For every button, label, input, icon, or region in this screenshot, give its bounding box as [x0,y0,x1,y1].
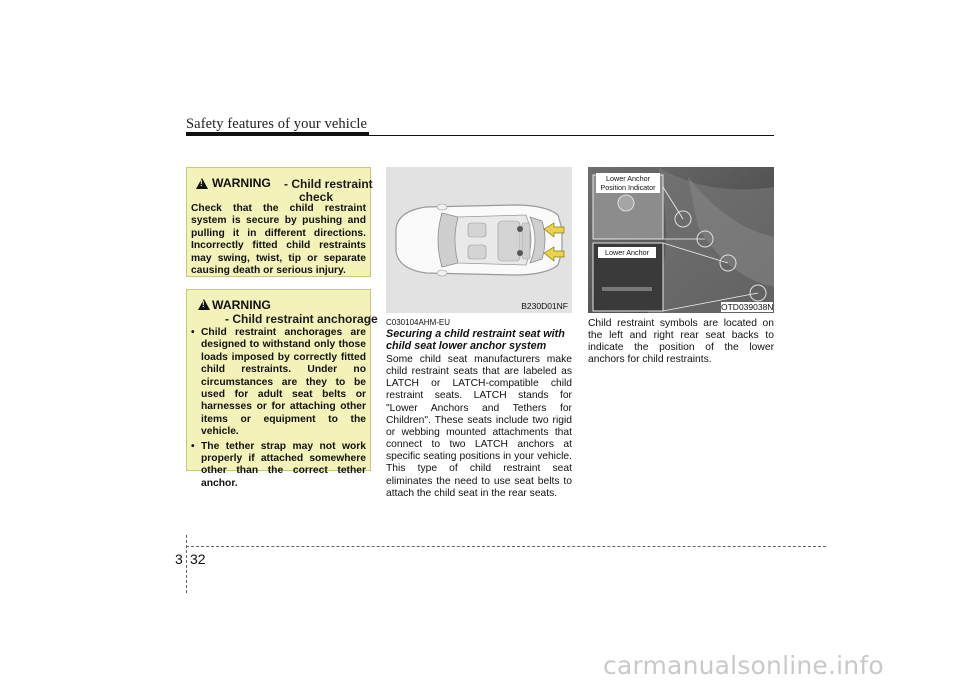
header-rule [186,135,774,136]
figure-code: OTD039038N [721,302,774,312]
warning-title: WARNING [212,176,271,190]
figure-code: B230D01NF [521,301,568,311]
warning-list-item: • The tether strap may not work properly if attached somewhere other than the correct tether anchor. [190,441,366,491]
footer-vertical-dash [186,535,187,593]
section-body: Some child seat manufacturers make child restraint seats that are labeled as LATCH or LATCH-compatible child restraint seats. LATCH stands for "Lower Anchors and Tethers for Children". These seats include two rigid or webbing mounted attachments that connect to two LATCH anchors at specific seating positions in your vehicle. This type of child restraint seat eliminates the need to use seat belts to attach the child seat in the rear seats. [386,354,572,499]
section-heading: Securing a child restraint seat with child seat lower anchor system [386,328,565,352]
car-top-view-figure [386,167,572,313]
label-lower-anchor-indicator: Lower Anchor Position Indicator [596,173,660,193]
right-column-text: Child restraint symbols are located on the left and right rear seat backs to indicate the position of the lower anchors for child restraints. [588,318,774,366]
chapter-number: 3 [175,551,183,567]
warning-triangle-icon [198,299,210,310]
warning-triangle-icon [196,178,208,189]
watermark-text: carmanualsonline.info [603,651,884,680]
page-number: 32 [190,551,206,567]
section-code: C030104AHM-EU [386,318,451,327]
rear-seat-photo-figure [588,167,774,313]
label-lower-anchor: Lower Anchor [598,247,656,258]
warning-subtitle-line2: check [299,190,334,204]
warning-body: Check that the child restraint system is secure by pushing and pulling it in different directions. Incorrectly fitted child restraints may swing, twist, tip or separate causing death or serious injury. [191,203,366,277]
warning-list-item: • Child restraint anchorages are designed to withstand only those loads imposed by correctly fitted child restraints. Under no circumstances are they to be used for adult seat belts or harnesses or for attaching other items or equipment to the vehicle. [190,327,366,439]
footer-dashed-rule [186,546,826,547]
warning-title: WARNING [212,298,271,312]
header-title: Safety features of your vehicle [186,116,368,132]
warning-subtitle: - Child restraint anchorage [225,312,378,326]
warning-subtitle-line1: - Child restraint [284,177,373,191]
warning-list [190,327,366,492]
car-illustration [386,167,572,313]
